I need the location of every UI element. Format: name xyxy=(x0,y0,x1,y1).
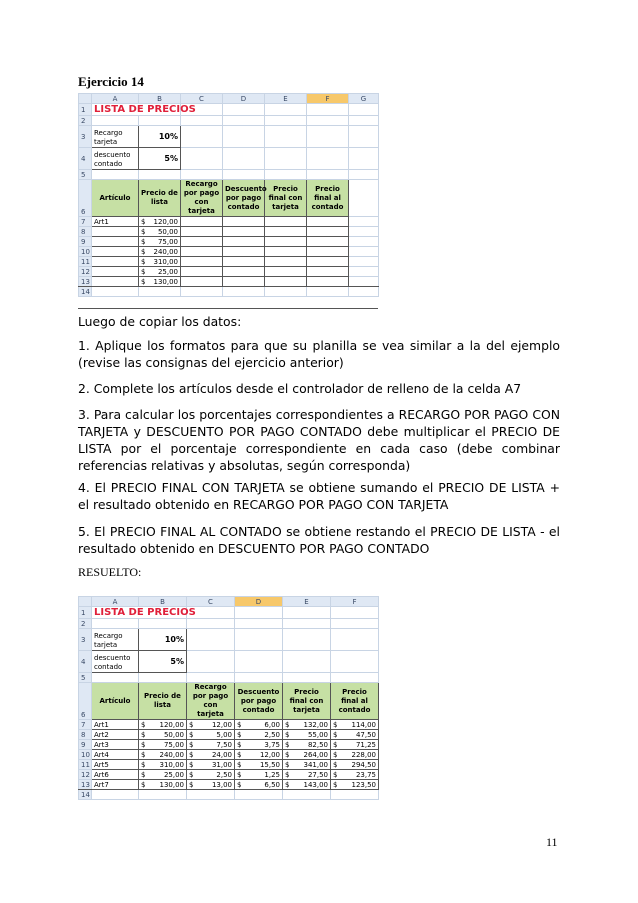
data-cell[interactable] xyxy=(331,780,379,790)
row-number[interactable]: 7 xyxy=(79,217,92,227)
column-header[interactable]: E xyxy=(283,597,331,607)
header-cell-recargo[interactable]: Recargo por pago con tarjeta xyxy=(181,180,223,217)
row-number[interactable]: 12 xyxy=(79,267,92,277)
currency-symbol: $ xyxy=(189,730,194,739)
amount: 5,00 xyxy=(216,730,232,739)
amount: 12,00 xyxy=(259,750,280,759)
data-cell[interactable] xyxy=(181,227,223,237)
data-cell[interactable] xyxy=(187,750,235,760)
articulo-cell[interactable]: Art1 xyxy=(92,217,139,227)
articulo-cell[interactable]: Art7 xyxy=(92,780,139,790)
data-cell[interactable] xyxy=(307,237,349,247)
row-number[interactable]: 7 xyxy=(79,720,92,730)
amount: 130,00 xyxy=(159,780,184,789)
currency-symbol: $ xyxy=(141,277,146,286)
data-cell[interactable] xyxy=(187,730,235,740)
amount: 55,00 xyxy=(307,730,328,739)
amount: 12,00 xyxy=(211,720,232,729)
column-header[interactable]: F xyxy=(331,597,379,607)
data-cell[interactable] xyxy=(223,217,265,227)
row-number[interactable]: 8 xyxy=(79,227,92,237)
currency-symbol: $ xyxy=(141,720,146,729)
row-number[interactable]: 9 xyxy=(79,740,92,750)
data-cell[interactable] xyxy=(181,247,223,257)
data-cell[interactable] xyxy=(139,237,181,247)
currency-symbol: $ xyxy=(141,247,146,256)
amount: 1,25 xyxy=(264,770,280,779)
data-cell[interactable] xyxy=(349,217,379,227)
amount: 294,50 xyxy=(351,760,376,769)
amount: 240,00 xyxy=(153,247,178,256)
recargo-value-cell[interactable]: 10% xyxy=(139,629,187,651)
table-row xyxy=(79,770,379,780)
row-number[interactable]: 3 xyxy=(79,629,92,651)
table-row xyxy=(79,237,379,247)
data-cell[interactable] xyxy=(283,780,331,790)
currency-symbol: $ xyxy=(285,770,290,779)
row-number[interactable]: 1 xyxy=(79,104,92,116)
data-cell[interactable] xyxy=(331,740,379,750)
header-cell-articulo[interactable]: Artículo xyxy=(92,180,139,217)
currency-symbol: $ xyxy=(141,760,146,769)
articulo-cell[interactable] xyxy=(92,227,139,237)
page-number: 11 xyxy=(546,835,558,849)
data-cell[interactable] xyxy=(235,740,283,750)
amount: 114,00 xyxy=(351,720,376,729)
data-cell[interactable] xyxy=(223,237,265,247)
row-number[interactable]: 1 xyxy=(79,607,92,619)
amount: 264,00 xyxy=(303,750,328,759)
amount: 27,50 xyxy=(307,770,328,779)
recargo-value-cell[interactable]: 10% xyxy=(139,126,181,148)
data-cell[interactable] xyxy=(181,237,223,247)
header-cell-recargo[interactable]: Recargo por pago con tarjeta xyxy=(187,683,235,720)
data-cell[interactable] xyxy=(307,277,349,287)
data-cell[interactable] xyxy=(223,277,265,287)
header-cell-precio[interactable]: Precio de lista xyxy=(139,683,187,720)
table-row xyxy=(79,740,379,750)
data-cell[interactable] xyxy=(139,750,187,760)
data-cell[interactable] xyxy=(307,257,349,267)
currency-symbol: $ xyxy=(333,720,338,729)
currency-symbol: $ xyxy=(333,780,338,789)
amount: 3,75 xyxy=(264,740,280,749)
articulo-cell[interactable] xyxy=(92,267,139,277)
amount: 2,50 xyxy=(216,770,232,779)
data-cell[interactable] xyxy=(265,247,307,257)
row-number[interactable]: 2 xyxy=(79,116,92,126)
amount: 75,00 xyxy=(157,237,178,246)
header-cell-precio[interactable]: Precio de lista xyxy=(139,180,181,217)
amount: 6,00 xyxy=(264,720,280,729)
data-cell[interactable] xyxy=(331,750,379,760)
amount: 47,50 xyxy=(355,730,376,739)
table-row xyxy=(79,780,379,790)
header-cell-final-tarjeta[interactable]: Precio final con tarjeta xyxy=(265,180,307,217)
exercise-title: Ejercicio 14 xyxy=(78,74,144,89)
currency-symbol: $ xyxy=(189,740,194,749)
data-cell[interactable] xyxy=(349,257,379,267)
amount: 123,50 xyxy=(351,780,376,789)
currency-symbol: $ xyxy=(189,780,194,789)
table-row xyxy=(79,760,379,770)
table-row xyxy=(79,247,379,257)
data-cell[interactable] xyxy=(265,237,307,247)
currency-symbol: $ xyxy=(189,750,194,759)
data-cell[interactable] xyxy=(265,267,307,277)
currency-symbol: $ xyxy=(237,730,242,739)
sheet-title[interactable]: LISTA DE PRECIOS xyxy=(92,607,187,619)
data-cell[interactable] xyxy=(187,760,235,770)
data-cell[interactable] xyxy=(223,227,265,237)
data-cell[interactable] xyxy=(283,740,331,750)
amount: 71,25 xyxy=(355,740,376,749)
articulo-cell[interactable] xyxy=(92,277,139,287)
data-cell[interactable] xyxy=(223,247,265,257)
row-number[interactable]: 11 xyxy=(79,257,92,267)
data-cell[interactable] xyxy=(235,780,283,790)
currency-symbol: $ xyxy=(333,740,338,749)
currency-symbol: $ xyxy=(285,740,290,749)
data-cell[interactable] xyxy=(223,267,265,277)
column-header[interactable]: E xyxy=(265,94,307,104)
header-cell-final-contado[interactable]: Precio final al contado xyxy=(307,180,349,217)
header-cell-final-contado[interactable]: Precio final al contado xyxy=(331,683,379,720)
data-cell[interactable] xyxy=(349,227,379,237)
row-number[interactable]: 13 xyxy=(79,277,92,287)
amount: 75,00 xyxy=(163,740,184,749)
table-row xyxy=(79,730,379,740)
amount: 25,00 xyxy=(157,267,178,276)
data-cell[interactable] xyxy=(331,730,379,740)
data-cell[interactable] xyxy=(349,247,379,257)
data-cell[interactable] xyxy=(331,720,379,730)
data-cell[interactable] xyxy=(181,267,223,277)
data-cell[interactable] xyxy=(223,257,265,267)
currency-symbol: $ xyxy=(237,760,242,769)
articulo-cell[interactable]: Art6 xyxy=(92,770,139,780)
currency-symbol: $ xyxy=(189,720,194,729)
data-cell[interactable] xyxy=(139,277,181,287)
select-all-corner[interactable] xyxy=(79,597,92,607)
amount: 2,50 xyxy=(264,730,280,739)
header-cell-final-tarjeta[interactable]: Precio final con tarjeta xyxy=(283,683,331,720)
currency-symbol: $ xyxy=(141,257,146,266)
data-cell[interactable] xyxy=(181,217,223,227)
column-header[interactable]: C xyxy=(187,597,235,607)
column-header-selected[interactable]: F xyxy=(307,94,349,104)
data-cell[interactable] xyxy=(139,217,181,227)
descuento-label-cell[interactable]: descuento contado xyxy=(92,651,139,673)
amount: 120,00 xyxy=(159,720,184,729)
data-cell[interactable] xyxy=(349,277,379,287)
descuento-label-cell[interactable]: descuento contado xyxy=(92,148,139,170)
data-cell[interactable] xyxy=(235,750,283,760)
amount: 6,50 xyxy=(264,780,280,789)
data-cell[interactable] xyxy=(331,770,379,780)
amount: 82,50 xyxy=(307,740,328,749)
amount: 341,00 xyxy=(303,760,328,769)
currency-symbol: $ xyxy=(189,760,194,769)
data-cell[interactable] xyxy=(187,770,235,780)
amount: 15,50 xyxy=(259,760,280,769)
row-number[interactable]: 4 xyxy=(79,148,92,170)
data-cell[interactable] xyxy=(307,227,349,237)
row-number[interactable]: 4 xyxy=(79,651,92,673)
data-cell[interactable] xyxy=(235,720,283,730)
data-cell[interactable] xyxy=(349,267,379,277)
amount: 132,00 xyxy=(303,720,328,729)
row-number[interactable]: 13 xyxy=(79,780,92,790)
table-row xyxy=(79,277,379,287)
table-row xyxy=(79,257,379,267)
row-number[interactable]: 10 xyxy=(79,750,92,760)
column-header[interactable]: A xyxy=(92,94,139,104)
spreadsheet-exercise xyxy=(78,93,379,297)
amount: 31,00 xyxy=(211,760,232,769)
spreadsheet-solution xyxy=(78,596,379,800)
amount: 310,00 xyxy=(153,257,178,266)
data-cell[interactable] xyxy=(139,740,187,750)
recargo-label-cell[interactable]: Recargo tarjeta xyxy=(92,629,139,651)
column-header[interactable]: B xyxy=(139,597,187,607)
data-cell[interactable] xyxy=(331,760,379,770)
currency-symbol: $ xyxy=(141,770,146,779)
select-all-corner[interactable] xyxy=(79,94,92,104)
amount: 143,00 xyxy=(303,780,328,789)
column-header[interactable]: C xyxy=(181,94,223,104)
row-number[interactable]: 2 xyxy=(79,619,92,629)
data-cell[interactable] xyxy=(283,770,331,780)
header-cell-descuento[interactable]: Descuento por pago contado xyxy=(223,180,265,217)
table-row xyxy=(79,720,379,730)
row-number[interactable]: 9 xyxy=(79,237,92,247)
column-header-selected[interactable]: D xyxy=(235,597,283,607)
amount: 50,00 xyxy=(163,730,184,739)
column-header-row xyxy=(79,597,379,607)
data-cell[interactable] xyxy=(283,750,331,760)
data-cell[interactable] xyxy=(283,760,331,770)
amount: 310,00 xyxy=(159,760,184,769)
currency-symbol: $ xyxy=(141,740,146,749)
data-cell[interactable] xyxy=(181,277,223,287)
column-header[interactable]: A xyxy=(92,597,139,607)
header-cell-descuento[interactable]: Descuento por pago contado xyxy=(235,683,283,720)
data-cell[interactable] xyxy=(307,217,349,227)
data-cell[interactable] xyxy=(307,247,349,257)
currency-symbol: $ xyxy=(141,227,146,236)
data-cell[interactable] xyxy=(187,740,235,750)
currency-symbol: $ xyxy=(285,760,290,769)
sheet-title[interactable]: LISTA DE PRECIOS xyxy=(92,104,181,116)
header-cell-articulo[interactable]: Artículo xyxy=(92,683,139,720)
articulo-cell[interactable]: Art3 xyxy=(92,740,139,750)
articulo-cell[interactable]: Art4 xyxy=(92,750,139,760)
table-row xyxy=(79,267,379,277)
paragraph-step-2: 2. Complete los artículos desde el controlador de relleno de la celda A7 xyxy=(78,381,522,396)
row-number[interactable]: 14 xyxy=(79,287,92,297)
data-cell[interactable] xyxy=(235,760,283,770)
amount: 23,75 xyxy=(355,770,376,779)
currency-symbol: $ xyxy=(237,780,242,789)
amount: 13,00 xyxy=(211,780,232,789)
table-row xyxy=(79,750,379,760)
amount: 120,00 xyxy=(153,217,178,226)
currency-symbol: $ xyxy=(141,780,146,789)
currency-symbol: $ xyxy=(189,770,194,779)
data-cell[interactable] xyxy=(283,720,331,730)
articulo-cell[interactable]: Art2 xyxy=(92,730,139,740)
data-cell[interactable] xyxy=(265,257,307,267)
currency-symbol: $ xyxy=(141,750,146,759)
data-cell[interactable] xyxy=(283,730,331,740)
data-cell[interactable] xyxy=(139,730,187,740)
table-row xyxy=(79,217,379,227)
data-cell[interactable] xyxy=(139,267,181,277)
paragraph-step-1: 1. Aplique los formatos para que su planilla se vea similar a la del ejemplo (revise las consignas del ejercicio anterior) xyxy=(78,338,560,370)
currency-symbol: $ xyxy=(285,750,290,759)
data-cell[interactable] xyxy=(181,257,223,267)
recargo-label-cell[interactable]: Recargo tarjeta xyxy=(92,126,139,148)
row-number[interactable]: 8 xyxy=(79,730,92,740)
data-cell[interactable] xyxy=(265,277,307,287)
data-cell[interactable] xyxy=(139,247,181,257)
currency-symbol: $ xyxy=(285,730,290,739)
data-cell[interactable] xyxy=(187,780,235,790)
column-header[interactable]: B xyxy=(139,94,181,104)
column-header[interactable]: G xyxy=(349,94,379,104)
row-number[interactable]: 6 xyxy=(79,683,92,720)
row-number[interactable]: 3 xyxy=(79,126,92,148)
articulo-cell[interactable] xyxy=(92,237,139,247)
row-number[interactable]: 6 xyxy=(79,180,92,217)
currency-symbol: $ xyxy=(333,760,338,769)
row-number[interactable]: 5 xyxy=(79,170,92,180)
currency-symbol: $ xyxy=(237,720,242,729)
amount: 25,00 xyxy=(163,770,184,779)
currency-symbol: $ xyxy=(141,267,146,276)
table-row xyxy=(79,227,379,237)
amount: 130,00 xyxy=(153,277,178,286)
articulo-cell[interactable] xyxy=(92,257,139,267)
row-number[interactable]: 14 xyxy=(79,790,92,800)
currency-symbol: $ xyxy=(285,720,290,729)
amount: 228,00 xyxy=(351,750,376,759)
data-cell[interactable] xyxy=(235,730,283,740)
amount: 7,50 xyxy=(216,740,232,749)
currency-symbol: $ xyxy=(141,217,146,226)
paragraph-step-4: 4. El PRECIO FINAL CON TARJETA se obtiene sumando el PRECIO DE LISTA + el resultado obtenido en RECARGO POR PAGO CON TARJETA xyxy=(78,480,560,512)
amount: 50,00 xyxy=(157,227,178,236)
descuento-value-cell[interactable]: 5% xyxy=(139,148,181,170)
articulo-cell[interactable]: Art1 xyxy=(92,720,139,730)
data-cell[interactable] xyxy=(265,227,307,237)
descuento-value-cell[interactable]: 5% xyxy=(139,651,187,673)
row-number[interactable]: 11 xyxy=(79,760,92,770)
amount: 240,00 xyxy=(159,750,184,759)
currency-symbol: $ xyxy=(333,730,338,739)
currency-symbol: $ xyxy=(237,770,242,779)
currency-symbol: $ xyxy=(285,780,290,789)
data-cell[interactable] xyxy=(139,770,187,780)
currency-symbol: $ xyxy=(141,237,146,246)
paragraph-intro: Luego de copiar los datos: xyxy=(78,314,242,329)
data-cell[interactable] xyxy=(187,720,235,730)
data-cell[interactable] xyxy=(139,257,181,267)
data-cell[interactable] xyxy=(139,760,187,770)
data-cell[interactable] xyxy=(139,780,187,790)
column-header[interactable]: D xyxy=(223,94,265,104)
data-cell[interactable] xyxy=(139,227,181,237)
row-number[interactable]: 10 xyxy=(79,247,92,257)
data-cell[interactable] xyxy=(265,217,307,227)
currency-symbol: $ xyxy=(237,740,242,749)
paragraph-step-3: 3. Para calcular los porcentajes correspondientes a RECARGO POR PAGO CON TARJETA y DESCUENTO POR PAGO CONTADO debe multiplicar el PRECIO DE LISTA por el porcentaje correspondiente en cada caso (debe combinar referencias relativas y absolutas, según corresponda) xyxy=(78,407,560,473)
paragraph-step-5: 5. El PRECIO FINAL AL CONTADO se obtiene restando el PRECIO DE LISTA - el resultado obtenido en DESCUENTO POR PAGO CONTADO xyxy=(78,524,560,556)
currency-symbol: $ xyxy=(141,730,146,739)
data-cell[interactable] xyxy=(235,770,283,780)
resuelto-heading: RESUELTO: xyxy=(78,565,142,579)
currency-symbol: $ xyxy=(333,750,338,759)
data-cell[interactable] xyxy=(307,267,349,277)
row-number[interactable]: 5 xyxy=(79,673,92,683)
data-cell[interactable] xyxy=(139,720,187,730)
data-cell[interactable] xyxy=(349,237,379,247)
articulo-cell[interactable] xyxy=(92,247,139,257)
currency-symbol: $ xyxy=(237,750,242,759)
row-number[interactable]: 12 xyxy=(79,770,92,780)
articulo-cell[interactable]: Art5 xyxy=(92,760,139,770)
column-header-row xyxy=(79,94,379,104)
amount: 24,00 xyxy=(211,750,232,759)
currency-symbol: $ xyxy=(333,770,338,779)
